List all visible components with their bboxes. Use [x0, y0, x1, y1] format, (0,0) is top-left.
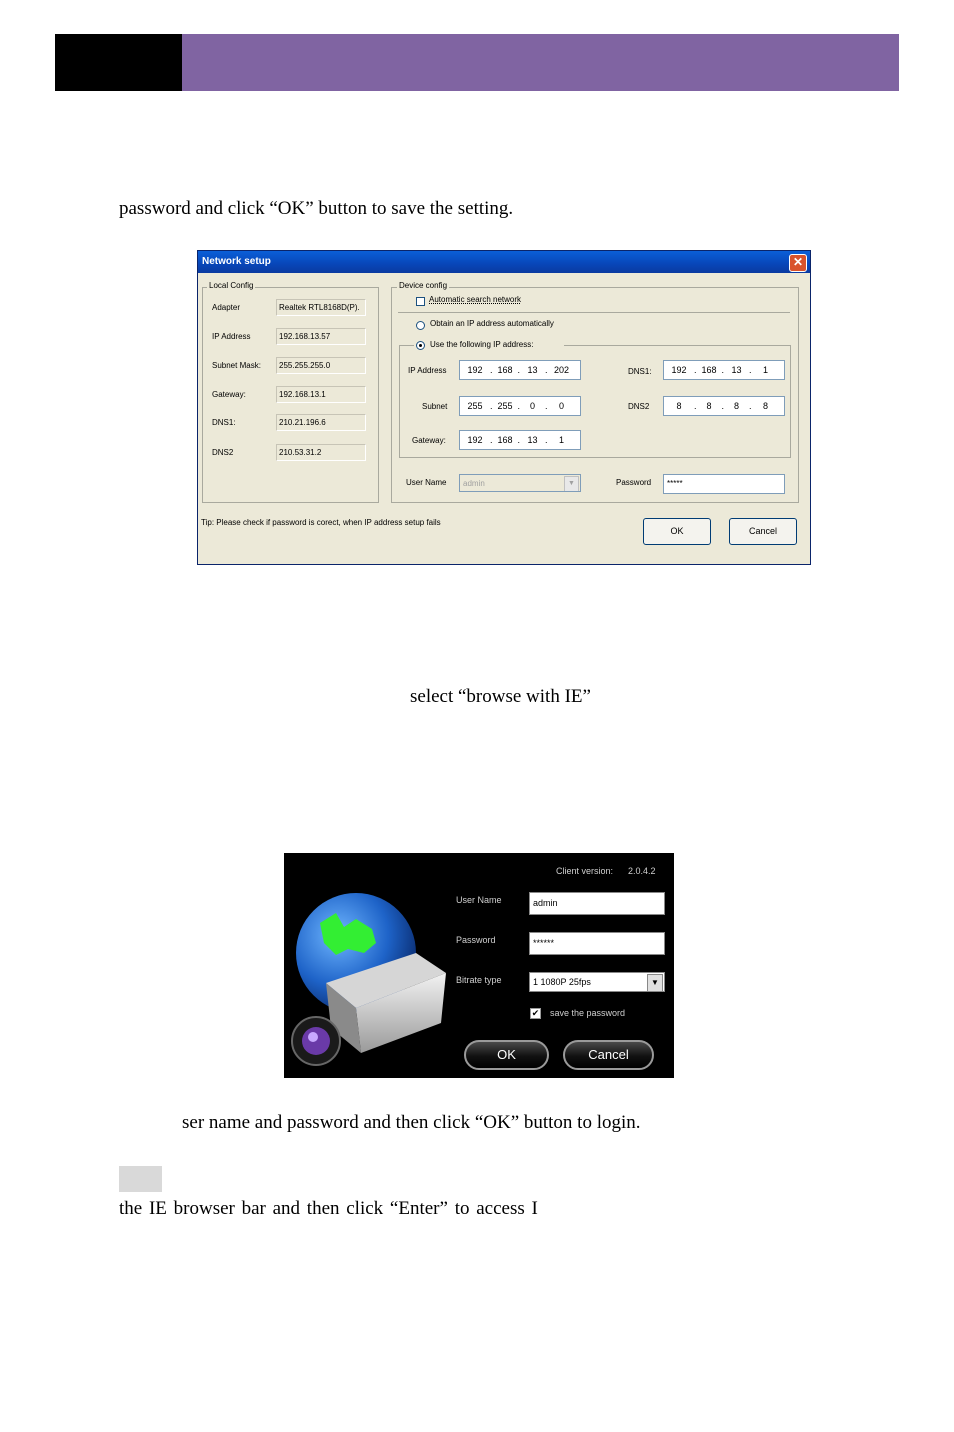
bitrate-select[interactable]: 1 1080P 25fps ▼: [529, 972, 665, 992]
local-gateway-label: Gateway:: [212, 390, 246, 399]
adapter-value: Realtek RTL8168D(P).: [276, 299, 366, 316]
device-gateway-input[interactable]: 192 . 168 . 13 . 1: [459, 430, 581, 450]
instruction-line-3: ser name and password and then click “OK” button to login.: [182, 1112, 641, 1133]
local-gateway-value: 192.168.13.1: [276, 386, 366, 403]
login-user-input[interactable]: admin: [529, 892, 665, 915]
divider: [398, 312, 790, 313]
local-config-legend: Local Config: [209, 281, 254, 290]
password-label: Password: [616, 478, 652, 487]
device-config-legend: Device config: [399, 281, 448, 290]
client-version-label: Client version:: [556, 866, 614, 876]
local-dns1-value: 210.21.196.6: [276, 414, 366, 431]
highlight-box: [119, 1166, 162, 1192]
password-input[interactable]: *****: [663, 474, 785, 494]
obtain-auto-radio[interactable]: [416, 321, 425, 330]
obtain-auto-label: Obtain an IP address automatically: [430, 319, 554, 328]
use-following-radio[interactable]: [416, 341, 425, 350]
ok-button[interactable]: OK: [643, 518, 711, 545]
local-ip-label: IP Address: [212, 332, 251, 341]
local-dns2-value: 210.53.31.2: [276, 444, 366, 461]
instruction-line-2: select “browse with IE”: [410, 686, 591, 707]
local-dns2-label: DNS2: [212, 448, 234, 457]
user-name-label: User Name: [406, 478, 447, 487]
device-gateway-label: Gateway:: [412, 436, 446, 445]
local-ip-value: 192.168.13.57: [276, 328, 366, 345]
login-user-label: User Name: [456, 895, 502, 905]
client-version-value: 2.0.4.2: [628, 866, 656, 876]
device-ip-label: IP Address: [408, 366, 447, 375]
save-password-label: save the password: [550, 1008, 626, 1018]
local-subnet-label: Subnet Mask:: [212, 361, 261, 370]
local-subnet-value: 255.255.255.0: [276, 357, 366, 374]
device-dns2-input[interactable]: 8 . 8 . 8 . 8: [663, 396, 785, 416]
client-login-dialog: [284, 853, 674, 1078]
dialog-title-bar: [198, 251, 810, 273]
camera-globe-icon: [286, 883, 456, 1073]
login-password-label: Password: [456, 935, 496, 945]
close-icon[interactable]: ✕: [789, 254, 807, 272]
login-password-input[interactable]: ******: [529, 932, 665, 955]
device-subnet-input[interactable]: 255 . 255 . 0 . 0: [459, 396, 581, 416]
header-purple-bar: [182, 34, 899, 91]
login-ok-button[interactable]: OK: [464, 1040, 549, 1070]
dropdown-arrow-icon: ▼: [647, 974, 663, 992]
instruction-line-1: password and click “OK” button to save the setting.: [119, 198, 514, 219]
auto-search-checkbox[interactable]: [416, 297, 425, 306]
tip-text: Tip: Please check if password is corect, when IP address setup fails: [201, 518, 441, 527]
use-following-label: Use the following IP address:: [430, 340, 534, 349]
login-cancel-button[interactable]: Cancel: [563, 1040, 654, 1070]
network-setup-dialog: [197, 250, 811, 565]
instruction-line-4: the IE browser bar and then click “Enter” to access I: [119, 1198, 538, 1219]
device-subnet-label: Subnet: [422, 402, 448, 411]
bitrate-label: Bitrate type: [456, 975, 502, 985]
save-password-checkbox[interactable]: ✔: [531, 1008, 540, 1018]
device-ip-input[interactable]: 192 . 168 . 13 . 202: [459, 360, 581, 380]
user-name-select[interactable]: admin ▼: [459, 474, 581, 492]
cancel-button[interactable]: Cancel: [729, 518, 797, 545]
dialog-title: Network setup: [202, 256, 271, 267]
header-black-block: [55, 34, 182, 91]
local-dns1-label: DNS1:: [212, 418, 236, 427]
dropdown-arrow-icon: ▼: [564, 476, 579, 492]
device-dns2-label: DNS2: [628, 402, 650, 411]
auto-search-label: Automatic search network: [429, 295, 522, 304]
adapter-label: Adapter: [212, 303, 241, 312]
device-dns1-label: DNS1:: [628, 367, 652, 376]
device-dns1-input[interactable]: 192 . 168 . 13 . 1: [663, 360, 785, 380]
